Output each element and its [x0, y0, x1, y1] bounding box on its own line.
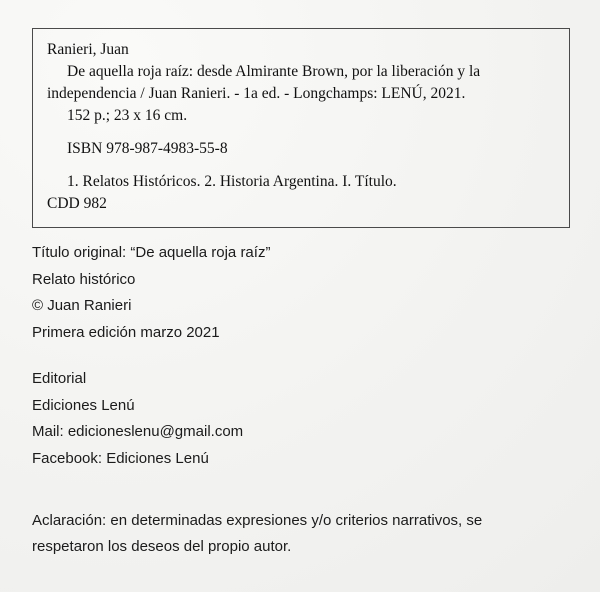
- copyright-line: © Juan Ranieri: [32, 297, 132, 315]
- original-title-line: Título original: “De aquella roja raíz”: [32, 244, 271, 261]
- publisher-label: Editorial: [32, 370, 87, 387]
- publisher-facebook: Facebook: Ediciones Lenú: [32, 450, 209, 468]
- cip-extent-line: 152 p.; 23 x 16 cm.: [67, 107, 188, 124]
- genre-line: Relato histórico: [32, 270, 136, 288]
- cip-spacer-2: [47, 160, 555, 171]
- publisher-name: Ediciones Lenú: [32, 396, 135, 414]
- cip-isbn-line: ISBN 978-987-4983-55-8: [67, 140, 228, 157]
- edition-line: Primera edición marzo 2021: [32, 324, 220, 342]
- cip-subjects-line: 1. Relatos Históricos. 2. Historia Argentina. I. Título.: [67, 173, 397, 190]
- cip-author-line: Ranieri, Juan: [47, 41, 129, 58]
- publisher-block: [32, 366, 552, 473]
- cip-title-line-1: De aquella roja raíz: desde Almirante Brown, por la liberación y la: [67, 63, 481, 80]
- note-line-1: Aclaración: en determinadas expresiones y/o criterios narrativos, se: [32, 512, 483, 529]
- cip-cdd-line: CDD 982: [47, 195, 107, 212]
- cip-spacer-1: [47, 127, 555, 138]
- cip-catalog-box: [32, 28, 570, 228]
- cip-title-line-2: independencia / Juan Ranieri. - 1a ed. - Longchamps: LENÚ, 2021.: [47, 85, 466, 102]
- publisher-mail: Mail: edicioneslenu@gmail.com: [32, 423, 244, 441]
- note-line-2: respetaron los deseos del propio autor.: [32, 538, 292, 556]
- clarification-note: [32, 508, 570, 561]
- imprint-block: [32, 240, 552, 347]
